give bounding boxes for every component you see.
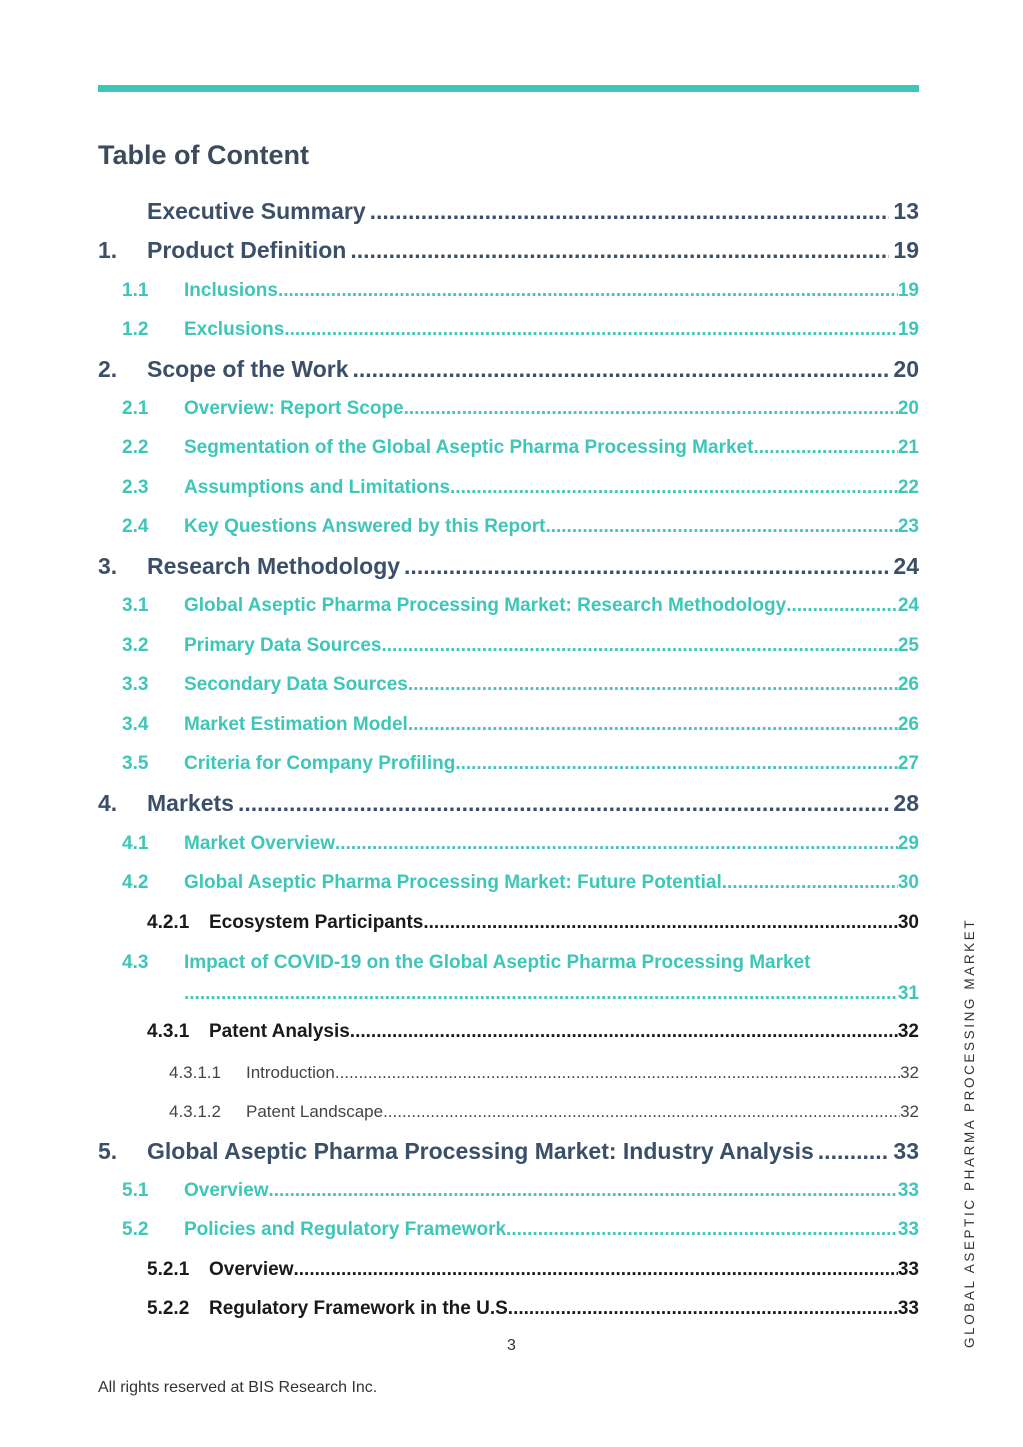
toc-entry-number: 3.3 <box>122 674 149 695</box>
toc-entry-page: 26 <box>897 674 919 695</box>
toc-entry-page: 30 <box>897 912 919 933</box>
toc-entry-page: 28 <box>893 790 919 816</box>
toc-leader-dots <box>350 237 889 264</box>
toc-entry-title: Secondary Data Sources <box>184 674 408 695</box>
toc-entry-page: 24 <box>893 553 919 579</box>
toc-entry-number: 2.3 <box>122 477 149 498</box>
toc-entry-page: 19 <box>897 280 919 301</box>
toc-entry-2-2[interactable] <box>122 437 919 459</box>
toc-leader-dots <box>269 1180 898 1202</box>
toc-entry-page: 32 <box>900 1063 919 1082</box>
toc-entry-title: Introduction <box>246 1063 335 1082</box>
toc-entry-5-2-2[interactable] <box>147 1298 919 1320</box>
toc-entry-page: 31 <box>897 983 919 1004</box>
toc-entry-4-2-1[interactable] <box>147 912 919 934</box>
toc-leader-dots <box>450 477 898 499</box>
toc-leader-dots <box>335 833 898 855</box>
toc-entry-title: Inclusions <box>184 280 278 301</box>
toc-leader-dots <box>408 674 898 696</box>
toc-entry-executive-summary[interactable] <box>98 198 919 225</box>
toc-entry-number: 5. <box>98 1138 118 1164</box>
toc-entry-page: 20 <box>897 398 919 419</box>
toc-leader-dots <box>370 198 890 225</box>
toc-entry-page: 13 <box>893 198 919 224</box>
toc-leader-dots <box>184 983 898 1005</box>
footer-copyright: All rights reserved at BIS Research Inc. <box>98 1379 378 1396</box>
toc-entry-number: 4.2 <box>122 872 149 893</box>
toc-entry-title: Global Aseptic Pharma Processing Market: Future Potential <box>184 872 722 893</box>
toc-entry-title: Patent Analysis <box>209 1021 350 1042</box>
toc-leader-dots <box>513 1298 898 1320</box>
toc-entry-2[interactable] <box>98 356 919 383</box>
toc-entry-title: Scope of the Work <box>147 356 349 382</box>
toc-entry-title: Key Questions Answered by this Report <box>184 516 546 537</box>
toc-entry-number: 1.2 <box>122 319 149 340</box>
toc-entry-title: Market Overview <box>184 833 336 854</box>
toc-entry-1-2[interactable] <box>122 319 919 341</box>
toc-entry-page: 19 <box>893 237 919 263</box>
toc-entry-number: 1. <box>98 237 118 263</box>
toc-entry-number: 3.5 <box>122 753 149 774</box>
toc-entry-page: 33 <box>897 1180 919 1201</box>
toc-entry-page: 27 <box>897 753 919 774</box>
toc-leader-dots <box>335 1063 900 1083</box>
toc-entry-number: 2. <box>98 356 118 382</box>
toc-entry-title: Product Definition <box>147 237 347 263</box>
toc-entry-3-5[interactable] <box>122 753 919 775</box>
toc-leader-dots <box>455 753 898 775</box>
toc-entry-5-1[interactable] <box>122 1180 919 1202</box>
toc-entry-page: 30 <box>897 872 919 893</box>
toc-leader-dots <box>383 1102 900 1122</box>
toc-entry-4-3[interactable] <box>122 952 919 974</box>
toc-entry-number: 5.1 <box>122 1180 149 1201</box>
toc-entry-page: 22 <box>897 477 919 498</box>
toc-entry-3-2[interactable] <box>122 635 919 657</box>
toc-entry-number: 4.2.1 <box>147 912 190 933</box>
toc-entry-number: 3.1 <box>122 595 149 616</box>
toc-entry-title: Markets <box>147 790 234 816</box>
toc-entry-number: 4.1 <box>122 833 149 854</box>
toc-entry-title: Overview: Report Scope <box>184 398 404 419</box>
page-number: 3 <box>507 1337 516 1354</box>
toc-entry-title: Assumptions and Limitations <box>184 477 451 498</box>
toc-entry-4-3-1-1[interactable] <box>169 1063 919 1083</box>
toc-entry-page: 33 <box>897 1259 919 1280</box>
toc-entry-3-3[interactable] <box>122 674 919 696</box>
toc-leader-dots <box>404 553 889 580</box>
toc-entry-2-1[interactable] <box>122 398 919 420</box>
toc-entry-title: Overview <box>184 1180 269 1201</box>
toc-leader-dots <box>353 356 890 383</box>
side-running-title: GLOBAL ASEPTIC PHARMA PROCESSING MARKET <box>962 917 977 1348</box>
toc-entry-page: 24 <box>897 595 919 616</box>
toc-entry-number: 2.4 <box>122 516 149 537</box>
toc-entry-4-3-1[interactable] <box>147 1021 919 1043</box>
toc-entry-3-4[interactable] <box>122 714 919 736</box>
toc-entry-number: 3. <box>98 553 118 579</box>
toc-entry-4-1[interactable] <box>122 833 919 855</box>
toc-entry-3[interactable] <box>98 553 919 580</box>
toc-entry-5-2-1[interactable] <box>147 1259 919 1281</box>
toc-entry-title: Global Aseptic Pharma Processing Market: Research Methodology <box>184 595 787 616</box>
toc-entry-page: 23 <box>897 516 919 537</box>
toc-leader-dots <box>818 1138 890 1165</box>
toc-entry-2-3[interactable] <box>122 477 919 499</box>
toc-leader-dots <box>545 516 897 538</box>
toc-entry-number: 4.3.1 <box>147 1021 190 1042</box>
toc-entry-number: 4.3.1.1 <box>169 1063 221 1082</box>
toc-entry-page: 25 <box>897 635 919 656</box>
toc-entry-title: Regulatory Framework in the U.S. <box>209 1298 514 1319</box>
toc-leader-dots <box>404 398 898 420</box>
toc-entry-page: 19 <box>897 319 919 340</box>
toc-leader-dots <box>786 595 898 617</box>
toc-entry-title: Research Methodology <box>147 553 401 579</box>
toc-entry-page: 20 <box>893 356 919 382</box>
toc-entry-number: 5.2 <box>122 1219 149 1240</box>
toc-entry-page: 21 <box>897 437 919 458</box>
toc-leader-dots <box>722 872 898 894</box>
toc-entry-title: Criteria for Company Profiling <box>184 753 456 774</box>
toc-entry-number: 3.4 <box>122 714 149 735</box>
toc-entry-page: 32 <box>897 1021 919 1042</box>
toc-entry-title: Impact of COVID-19 on the Global Aseptic Pharma Processing Market <box>184 952 811 973</box>
toc-title: Table of Content <box>98 140 309 170</box>
toc-entry-title: Patent Landscape <box>246 1102 384 1121</box>
toc-leader-dots <box>382 635 898 657</box>
toc-leader-dots <box>506 1219 898 1241</box>
toc-entry-page: 26 <box>897 714 919 735</box>
toc-entry-page: 33 <box>897 1298 919 1319</box>
toc-entry-page: 32 <box>900 1102 919 1121</box>
toc-leader-dots <box>350 1021 898 1043</box>
toc-entry-title: Ecosystem Participants <box>209 912 424 933</box>
toc-entry-number: 4.3 <box>122 952 149 973</box>
toc-entry-3-1[interactable] <box>122 595 919 617</box>
toc-leader-dots <box>278 280 898 302</box>
toc-leader-dots <box>423 912 897 934</box>
toc-entry-number: 3.2 <box>122 635 149 656</box>
toc-leader-dots <box>284 319 898 341</box>
toc-entry-4-3-continued[interactable] <box>184 983 919 1005</box>
toc-entry-title: Exclusions <box>184 319 285 340</box>
toc-entry-page: 33 <box>897 1219 919 1240</box>
toc-leader-dots <box>753 437 897 459</box>
toc-entry-number: 4. <box>98 790 118 816</box>
toc-entry-number: 1.1 <box>122 280 149 301</box>
toc-entry-number: 2.1 <box>122 398 149 419</box>
toc-leader-dots <box>408 714 898 736</box>
toc-entry-page: 29 <box>897 833 919 854</box>
toc-entry-title: Policies and Regulatory Framework <box>184 1219 507 1240</box>
toc-entry-title: Segmentation of the Global Aseptic Pharma Processing Market <box>184 437 754 458</box>
toc-entry-4-3-1-2[interactable] <box>169 1102 919 1122</box>
toc-leader-dots <box>294 1259 898 1281</box>
toc-entry-5[interactable] <box>98 1138 919 1165</box>
toc-leader-dots <box>238 790 889 817</box>
toc-entry-title: Primary Data Sources <box>184 635 382 656</box>
toc-entry-2-4[interactable] <box>122 516 919 538</box>
toc-entry-title: Overview <box>209 1259 294 1280</box>
toc-entry-number: 5.2.1 <box>147 1259 190 1280</box>
toc-entry-title: Global Aseptic Pharma Processing Market: Industry Analysis <box>147 1138 814 1164</box>
toc-entry-1[interactable] <box>98 237 919 264</box>
toc-entry-title: Executive Summary <box>147 198 366 224</box>
toc-entry-4[interactable] <box>98 790 919 817</box>
toc-entry-number: 2.2 <box>122 437 149 458</box>
toc-entry-number: 5.2.2 <box>147 1298 190 1319</box>
toc-entry-title: Market Estimation Model <box>184 714 408 735</box>
toc-entry-1-1[interactable] <box>122 280 919 302</box>
toc-entry-4-2[interactable] <box>122 872 919 894</box>
toc-entry-5-2[interactable] <box>122 1219 919 1241</box>
toc-entry-page: 33 <box>893 1138 919 1164</box>
toc-entry-number: 4.3.1.2 <box>169 1102 221 1121</box>
